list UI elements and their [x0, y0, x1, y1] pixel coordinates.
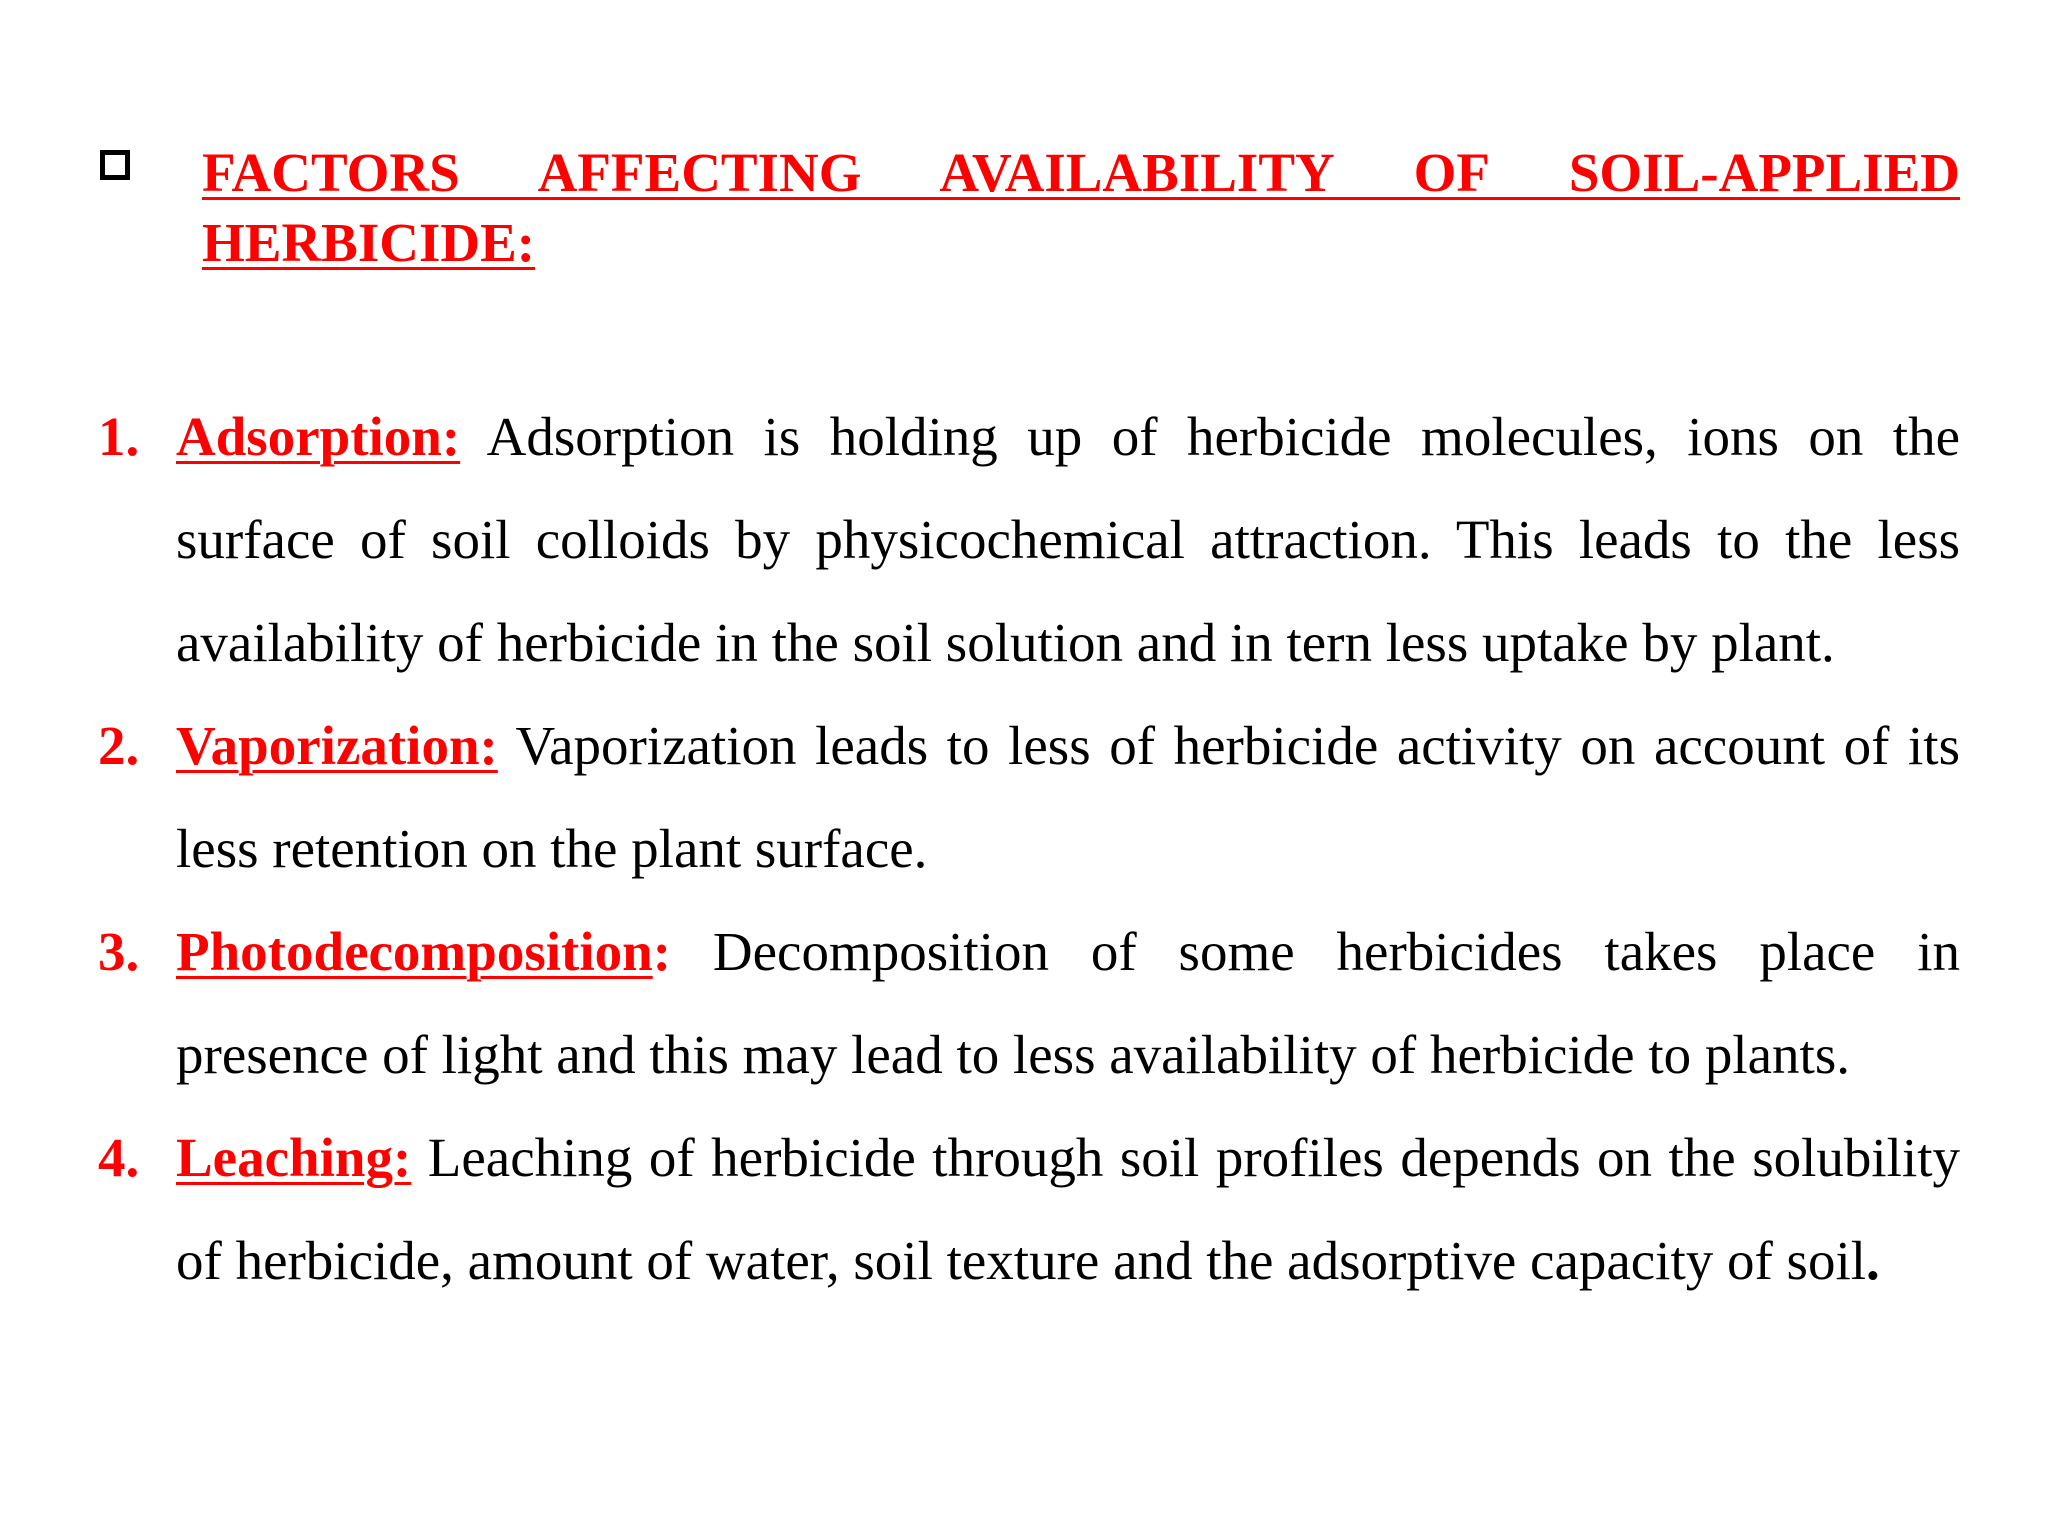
item-number: 3. — [98, 921, 140, 982]
item-term: Vaporization: — [176, 715, 498, 776]
item-description: Decomposition of some herbicides takes place in presence of light and this may lead to less availability of herbicide to plants. — [176, 921, 1960, 1085]
slide-heading: FACTORS AFFECTING AVAILABILITY OF SOIL-APPLIED HERBICIDE: — [202, 142, 1960, 273]
item-term: Leaching: — [176, 1127, 412, 1188]
list-item-leaching — [98, 1106, 1960, 1312]
list-item-vaporization — [98, 694, 1960, 900]
item-number: 2. — [98, 715, 140, 776]
list-item-photodecomposition — [98, 900, 1960, 1106]
item-description: Leaching of herbicide through soil profiles depends on the solubility of herbicide, amount of water, soil texture and the adsorptive capacity of soil — [176, 1127, 1961, 1291]
item-description: Vaporization leads to less of herbicide activity on account of its less retention on the plant surface. — [176, 715, 1960, 879]
checkbox-bullet-icon — [100, 150, 130, 180]
item-number: 4. — [98, 1127, 140, 1188]
item-term: Photodecomposition — [176, 921, 653, 982]
item-number: 1. — [98, 406, 140, 467]
item-description: Adsorption is holding up of herbicide molecules, ions on the surface of soil colloids by physicochemical attraction. This leads to the less availability of herbicide in the soil solution and in tern less uptake by plant. — [176, 406, 1960, 673]
factor-list — [98, 385, 1960, 1312]
item-term: Adsorption: — [176, 406, 461, 467]
item-term-suffix: : — [652, 921, 672, 982]
item-final-period: . — [1866, 1230, 1880, 1291]
list-item-adsorption — [98, 385, 1960, 694]
